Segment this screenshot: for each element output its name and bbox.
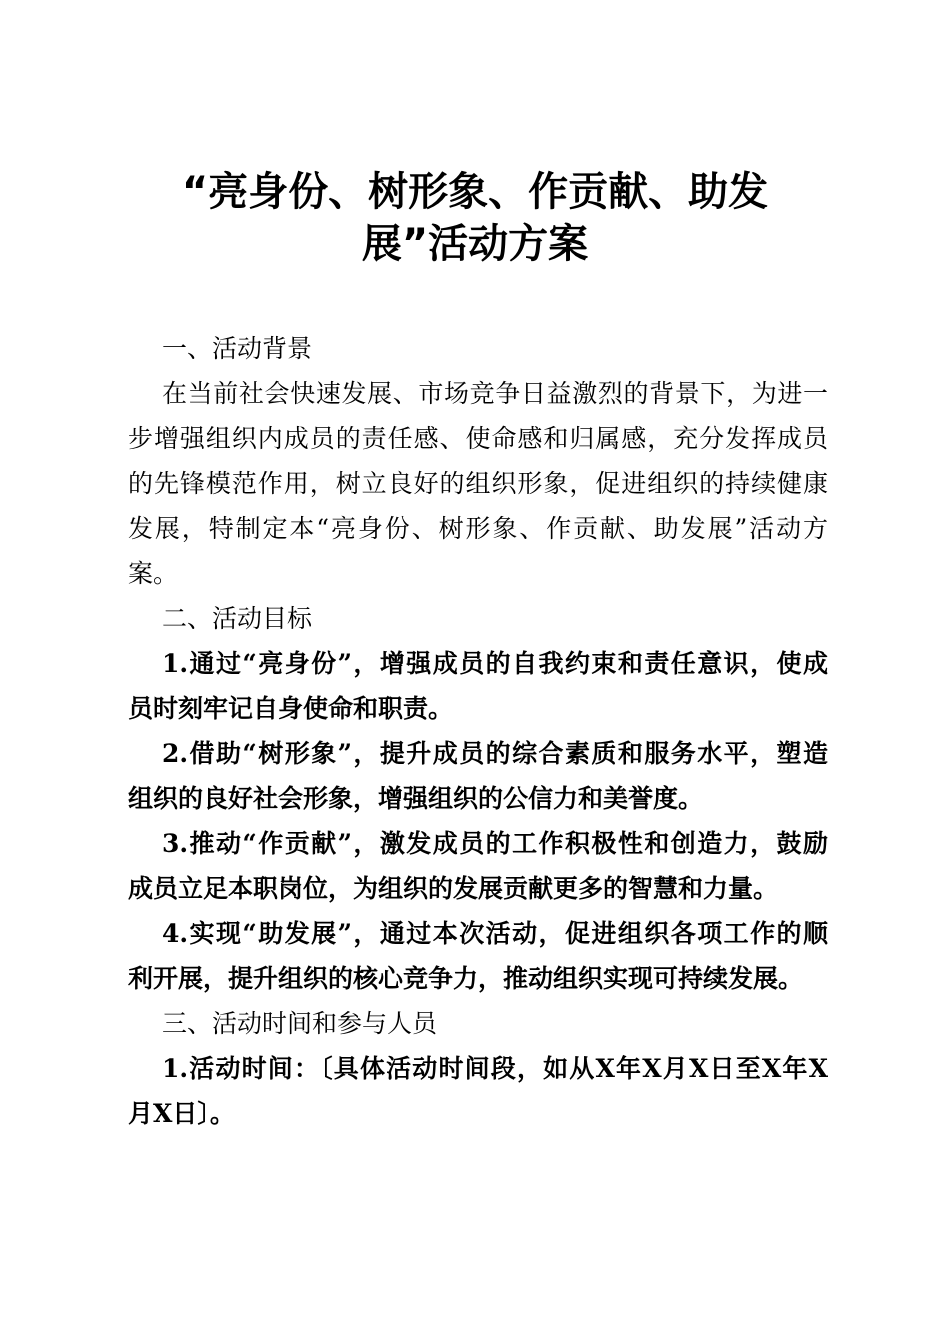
text-line: 月X日〕。: [128, 1099, 235, 1128]
activity-time-item: [128, 1046, 828, 1136]
text-line: 在当前社会快速发展、市场竞争日益激烈的背景下，为进一: [162, 379, 828, 408]
text-line: 步增强组织内成员的责任感、使命感和归属感，充分发挥成员: [128, 424, 828, 453]
goal-item-1: [128, 641, 828, 731]
text-line: 员时刻牢记自身使命和职责。: [128, 694, 454, 723]
text-line: 的先锋模范作用，树立良好的组织形象，促进组织的持续健康: [128, 469, 828, 498]
document-title: [0, 166, 950, 270]
text-line: 成员立足本职岗位，为组织的发展贡献更多的智慧和力量。: [128, 874, 779, 903]
section-heading-goals: 二、活动目标: [162, 604, 313, 633]
title-line-2: 展”活动方案: [361, 221, 589, 267]
text-line: 1.通过“亮身份”，增强成员的自我约束和责任意识，使成: [162, 649, 828, 678]
text-line: 2.借助“树形象”，提升成员的综合素质和服务水平，塑造: [162, 739, 828, 768]
text-line: 案。: [128, 559, 179, 588]
text-line: 组织的良好社会形象，增强组织的公信力和美誉度。: [128, 784, 704, 813]
text-line: 利开展，提升组织的核心竞争力，推动组织实现可持续发展。: [128, 964, 804, 993]
goal-item-4: [128, 911, 828, 1001]
section-heading-time-participants: 三、活动时间和参与人员: [162, 1009, 438, 1038]
text-line: 发展，特制定本“亮身份、树形象、作贡献、助发展”活动方: [128, 514, 828, 543]
document-body: [128, 326, 828, 1136]
goal-item-3: [128, 821, 828, 911]
goal-item-2: [128, 731, 828, 821]
section-heading-background: 一、活动背景: [162, 334, 313, 363]
background-paragraph: [128, 371, 828, 596]
title-line-1: “亮身份、树形象、作贡献、助发: [181, 169, 769, 215]
text-line: 4.实现“助发展”，通过本次活动，促进组织各项工作的顺: [162, 919, 828, 948]
text-line: 3.推动“作贡献”，激发成员的工作积极性和创造力，鼓励: [162, 829, 828, 858]
text-line: 1.活动时间：〔具体活动时间段，如从X年X月X日至X年X: [162, 1054, 828, 1083]
